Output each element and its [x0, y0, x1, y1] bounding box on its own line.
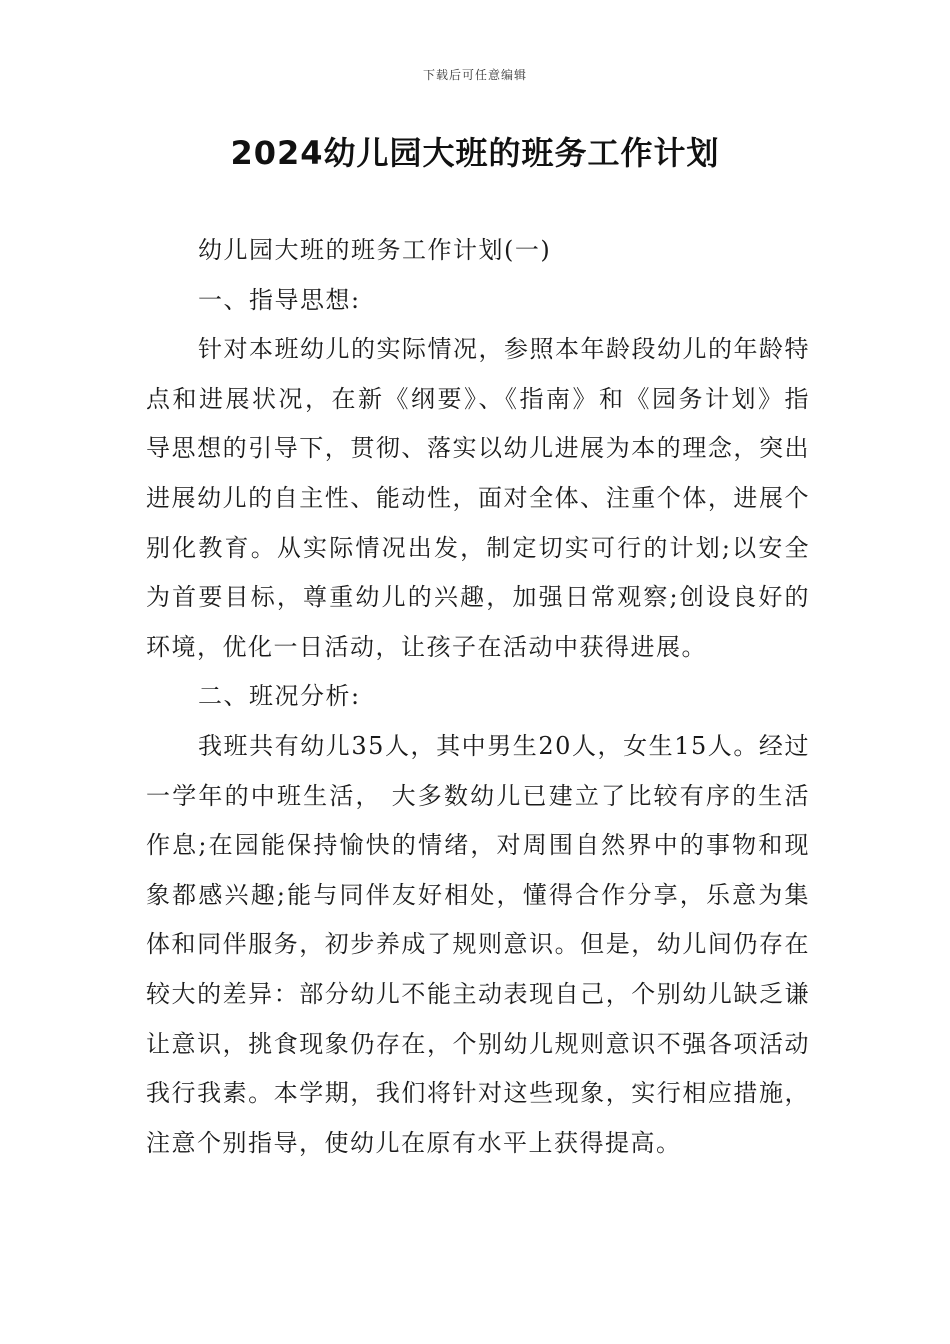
heading-class-analysis: 二、班况分析:	[198, 682, 361, 711]
section-subtitle: 幼儿园大班的班务工作计划(一)	[198, 236, 552, 264]
heading-guiding-ideology: 一、指导思想:	[198, 285, 361, 314]
document-body	[146, 226, 810, 1168]
document-title: 2024幼儿园大班的班务工作计划	[230, 134, 720, 172]
paragraph-class-analysis: 我班共有幼儿35人，其中男生20人，女生15人。经过一学年的中班生活， 大多数幼儿已建立了比较有序的生活作息;在园能保持愉快的情绪，对周围自然界中的事物和现象都感兴趣;能与同伴友好相处，懂得合作分享，乐意为集体和同伴服务，初步养成了规则意识。但是，幼儿间仍存在较大的差异：部分幼儿不能主动表现自己，个别幼儿缺乏谦让意识，挑食现象仍存在，个别幼儿规则意识不强各项活动我行我素。本学期，我们将针对这些现象，实行相应措施，注意个别指导，使幼儿在原有水平上获得提高。	[146, 731, 810, 1157]
page-header-note: 下载后可任意编辑	[422, 68, 527, 82]
paragraph-guiding-ideology: 针对本班幼儿的实际情况，参照本年龄段幼儿的年龄特点和进展状况，在新《纲要》、《指南》和《园务计划》指导思想的引导下，贯彻、落实以幼儿进展为本的理念，突出进展幼儿的自主性、能动性，面对全体、注重个体，进展个别化教育。从实际情况出发，制定切实可行的计划;以安全为首要目标，尊重幼儿的兴趣，加强日常观察;创设良好的环境，优化一日活动，让孩子在活动中获得进展。	[146, 335, 810, 661]
